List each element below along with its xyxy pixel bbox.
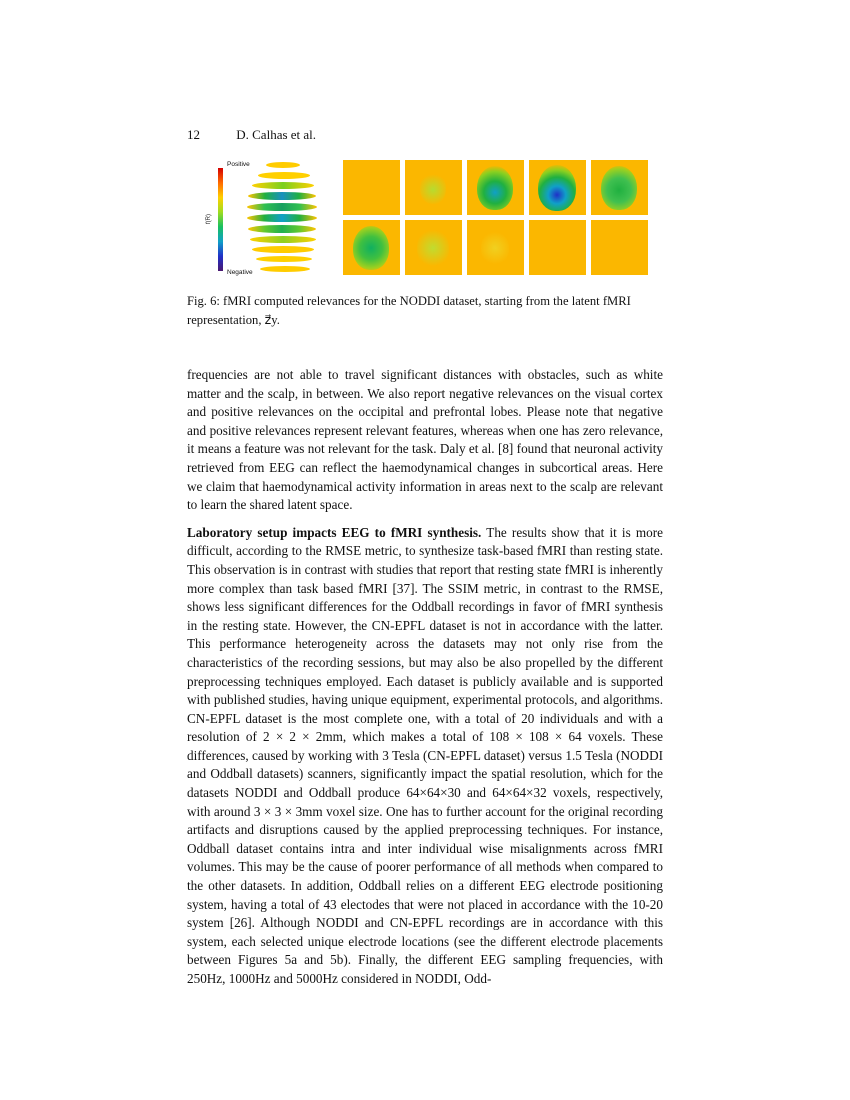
- slice-tile: [591, 160, 648, 215]
- body-text: [187, 366, 663, 989]
- slice: [258, 172, 310, 179]
- slice-tile: [467, 220, 524, 275]
- colorbar: [218, 168, 223, 271]
- slice-tile: [405, 220, 462, 275]
- slice: [266, 162, 300, 168]
- slice: [260, 266, 310, 272]
- figure-caption: Fig. 6: fMRI computed relevances for the NODDI dataset, starting from the latent fMRI representation, z⃗y.: [187, 294, 631, 327]
- slice: [250, 236, 316, 243]
- colorbar-axis-label: f(R): [206, 214, 212, 224]
- slice-grid: [343, 160, 649, 276]
- paragraph: [187, 524, 663, 989]
- slice-tile: [405, 160, 462, 215]
- slice-tile: [343, 160, 400, 215]
- running-head-authors: D. Calhas et al.: [236, 127, 317, 142]
- slice: [247, 214, 317, 222]
- slice: [248, 225, 316, 233]
- paragraph-text: The results show that it is more difficult, according to the RMSE metric, to synthesize task-based fMRI than resting state. This observation is in contrast with studies that report that resting state fMRI is inherently more complex than task based fMRI [37]. The SSIM metric, in contrast to the RMSE, shows less significant differences for the Oddball recordings in favor of fMRI synthesis in the resting state. However, the CN-EPFL dataset is not in accordance with the latter. This performance heterogeneity across the datasets may not only rise from the characteristics of the recording sessions, but may also be also propelled by the different preprocessing techniques employed. Each dataset is publicly available and is supported with published studies, having unique equipment, experimental protocols, and algorithms. CN-EPFL dataset is the most complete one, with a total of 20 individuals and with a resolution of 2 × 2 × 2mm, which makes a total of 108 × 108 × 64 voxels. These differences, caused by working with 3 Tesla (CN-EPFL dataset) versus 1.5 Tesla (NODDI and Oddball datasets) scanners, significantly impact the spatial resolution, which for the datasets NODDI and Oddball produce 64×64×30 and 64×64×32 voxels, respectively, with around 3 × 3 × 3mm voxel size. One has to further account for the original recording artifacts and disruptions caused by the applied preprocessing techniques. For instance, Oddball dataset contains intra and inter individual wise misalignments across fMRI volumes. This may be the cause of poorer performance of all methods when compared to the other datasets. In addition, Oddball relies on a different EEG electrode positioning system, having a total of 43 electodes that were not placed in accordance with the 10-20 system [26]. Although NODDI and CN-EPFL recordings are in accordance with this system, each selected unique electrode locations (see the different electrode placements between Figures 5a and 5b). Finally, the different EEG sampling frequencies, with 250Hz, 1000Hz and 5000Hz considered in NODDI, Odd-: [187, 524, 663, 986]
- slice: [252, 246, 314, 253]
- running-header: [187, 127, 316, 143]
- slice-stack-3d: [238, 158, 338, 280]
- slice-tile: [529, 220, 586, 275]
- colorbar-bottom-label: Negative: [227, 269, 253, 276]
- slice: [247, 203, 317, 211]
- slice-tile: [467, 160, 524, 215]
- slice-tile: [591, 220, 648, 275]
- slice-tile: [343, 220, 400, 275]
- colorbar-top-label: Positive: [227, 161, 250, 168]
- paragraph-heading: Laboratory setup impacts EEG to fMRI synthesis.: [187, 524, 482, 540]
- paragraph: frequencies are not able to travel significant distances with obstacles, such as white matter and the scalp, in between. We also report negative relevances on the visual cortex and positive relevances on the occipital and prefrontal lobes. Please note that negative and positive relevances represent relevant features, whereas when one has zero relevance, it means a feature was not relevant for the task. Daly et al. [8] found that neuronal activity retrieved from EEG can reflect the haemodynamical changes in subcortical areas. Here we claim that haemodynamical activity information in areas next to the scalp are relevant to learn the shared latent space.: [187, 367, 663, 513]
- slice-tile: [529, 160, 586, 215]
- page-number: 12: [187, 127, 200, 142]
- slice: [248, 192, 316, 200]
- figure-6: [206, 158, 650, 280]
- slice: [256, 256, 312, 262]
- slice: [252, 182, 314, 189]
